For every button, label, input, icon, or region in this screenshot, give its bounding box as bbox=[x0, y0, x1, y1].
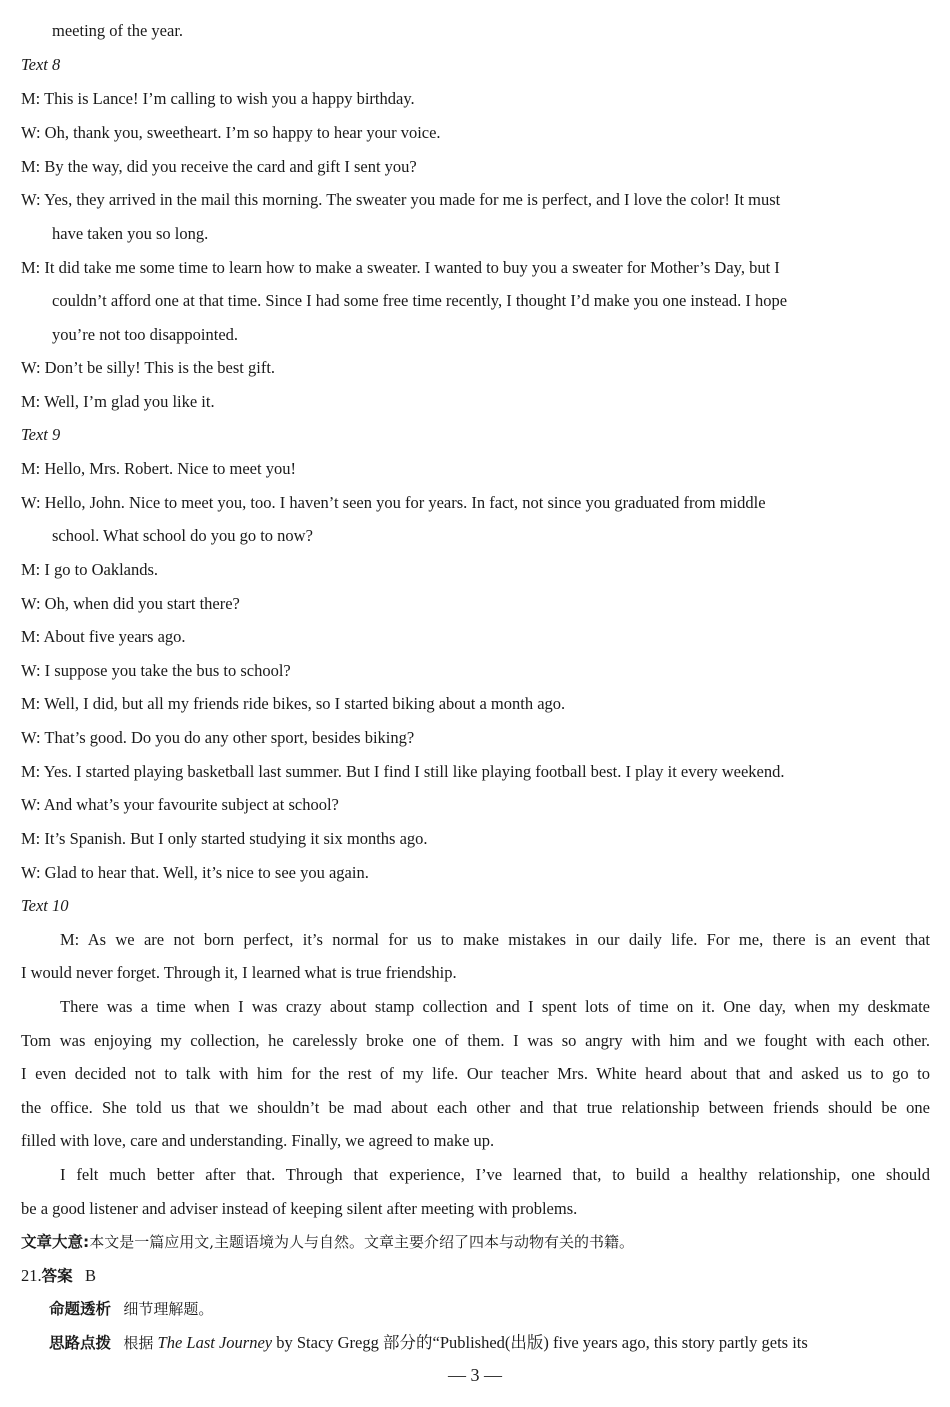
dialogue-line: M: I go to Oaklands. bbox=[21, 560, 159, 579]
dialogue-line: M: It did take me some time to learn how to make a sweater. I wanted to buy you a sweater for Mother’s Day, but I bbox=[21, 258, 780, 277]
dialogue-line: M: Well, I did, but all my friends ride bikes, so I started biking about a month ago. bbox=[21, 694, 566, 713]
dialogue-line: W: Oh, when did you start there? bbox=[21, 594, 240, 613]
dialogue-line: M: Yes. I started playing basketball last summer. But I find I still like playing football best. I play it every weekend. bbox=[21, 762, 785, 781]
summary-label: 文章大意: bbox=[21, 1233, 90, 1251]
dialogue-line: M: Hello, Mrs. Robert. Nice to meet you! bbox=[21, 459, 296, 478]
book-title: The Last Journey bbox=[157, 1333, 273, 1352]
dialogue-line: M: It’s Spanish. But I only started studying it six months ago. bbox=[21, 829, 428, 848]
hint-pre: 根据 bbox=[123, 1334, 154, 1352]
summary-text: 本文是一篇应用文,主题语境为人与自然。文章主要介绍了四本与动物有关的书籍。 bbox=[89, 1233, 634, 1251]
analysis-label: 命题透析 bbox=[49, 1300, 112, 1318]
paragraph-line: M: As we are not born perfect, it’s normal for us to make mistakes in our daily life. For me, there is an event that bbox=[60, 930, 930, 949]
dialogue-continuation: you’re not too disappointed. bbox=[52, 325, 239, 344]
dialogue-continuation: school. What school do you go to now? bbox=[52, 526, 313, 545]
paragraph-line: be a good listener and adviser instead of keeping silent after meeting with problems. bbox=[21, 1199, 578, 1218]
question-21-analysis bbox=[49, 1299, 930, 1319]
continued-line: meeting of the year. bbox=[52, 21, 184, 40]
paragraph-line: I even decided not to talk with him for the rest of my life. Our teacher Mrs. White heard about that and asked us to go to bbox=[21, 1064, 930, 1083]
question-21-answer bbox=[21, 1266, 930, 1286]
dialogue-line: W: That’s good. Do you do any other sport, besides biking? bbox=[21, 728, 415, 747]
dialogue-line: W: And what’s your favourite subject at school? bbox=[21, 795, 339, 814]
dialogue-line: W: I suppose you take the bus to school? bbox=[21, 661, 291, 680]
dialogue-line: M: Well, I’m glad you like it. bbox=[21, 392, 215, 411]
question-number: 21. bbox=[21, 1266, 42, 1285]
dialogue-line: W: Oh, thank you, sweetheart. I’m so happy to hear your voice. bbox=[21, 123, 441, 142]
analysis-text: 细节理解题。 bbox=[123, 1300, 214, 1318]
dialogue-line: W: Glad to hear that. Well, it’s nice to see you again. bbox=[21, 863, 369, 882]
dialogue-line: W: Don’t be silly! This is the best gift. bbox=[21, 358, 276, 377]
text8-heading: Text 8 bbox=[21, 55, 61, 74]
dialogue-line: W: Yes, they arrived in the mail this morning. The sweater you made for me is perfect, and I love the color! It must bbox=[21, 190, 781, 209]
paragraph-line: There was a time when I was crazy about stamp collection and I spent lots of time on it. One day, when my deskmate bbox=[60, 997, 930, 1016]
text10-heading: Text 10 bbox=[21, 896, 69, 915]
paragraph-line: I felt much better after that. Through that experience, I’ve learned that, to build a healthy relationship, one should bbox=[60, 1165, 930, 1184]
dialogue-line: W: Hello, John. Nice to meet you, too. I haven’t seen you for years. In fact, not since you graduated from middle bbox=[21, 493, 766, 512]
dialogue-line: M: About five years ago. bbox=[21, 627, 186, 646]
paragraph-line: filled with love, care and understanding. Finally, we agreed to make up. bbox=[21, 1131, 495, 1150]
dialogue-line: M: This is Lance! I’m calling to wish you a happy birthday. bbox=[21, 89, 415, 108]
paragraph-line: I would never forget. Through it, I learned what is true friendship. bbox=[21, 963, 457, 982]
page-number: — 3 — bbox=[448, 1365, 502, 1385]
hint-text: by Stacy Gregg 部分的“Published(出版) five years ago, this story partly gets its bbox=[276, 1333, 808, 1352]
dialogue-continuation: have taken you so long. bbox=[52, 224, 209, 243]
dialogue-line: M: By the way, did you receive the card and gift I sent you? bbox=[21, 157, 417, 176]
question-21-hint bbox=[49, 1333, 930, 1353]
paragraph-line: Tom was enjoying my collection, he carelessly broke one of them. I was so angry with him and we fought with each other. bbox=[21, 1031, 930, 1050]
text9-heading: Text 9 bbox=[21, 425, 61, 444]
hint-label: 思路点拨 bbox=[49, 1334, 112, 1352]
paragraph-line: the office. She told us that we shouldn’t be mad about each other and that true relationship between friends should be one bbox=[21, 1098, 930, 1117]
dialogue-continuation: couldn’t afford one at that time. Since I had some free time recently, I thought I’d make you one instead. I hope bbox=[52, 291, 788, 310]
answer-label: 答案 bbox=[41, 1267, 73, 1285]
article-summary bbox=[21, 1232, 930, 1252]
answer-value: B bbox=[85, 1266, 97, 1285]
